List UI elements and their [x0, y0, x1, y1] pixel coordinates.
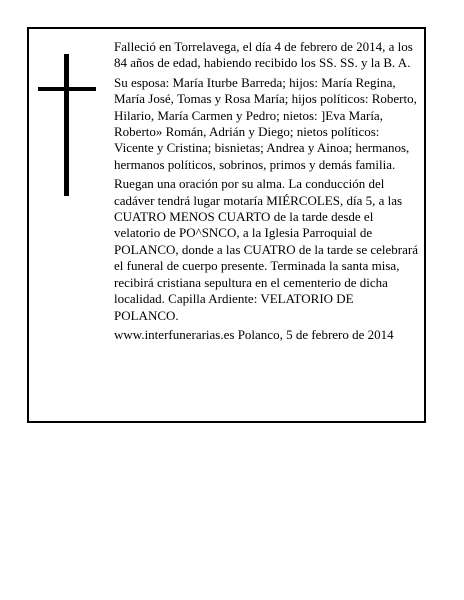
obituary-text: [114, 39, 418, 346]
cross-horizontal-bar: [38, 87, 96, 91]
family-list: Su esposa: María Iturbe Barreda; hijos: María Regina, María José, Tomas y Rosa María; hijos políticos: Roberto, Hilario, María Carmen y Pedro; nietos: ]Eva María, Roberto» Román, Adrián y Diego; nietos políticos: Vicente y Cristina; bisnietas; Andrea y Ainoa; hermanos, hermanos políticos, sobrinos, primos y demás familia.: [114, 74, 417, 172]
source-and-date: www.interfunerarias.es Polanco, 5 de febrero de 2014: [114, 326, 394, 342]
death-announcement: Falleció en Torrelavega, el día 4 de febrero de 2014, a los 84 años de edad, habiendo recibido los SS. SS. y la B. A.: [114, 39, 413, 71]
funeral-details: Ruegan una oración por su alma. La conducción del cadáver tendrá lugar motaría MIÉRCOLES, día 5, a las CUATRO MENOS CUARTO de la tarde desde el velatorio de PO^SNCO, a la Iglesia Parroquial de POLANCO, donde a las CUATRO de la tarde se celebrará el funeral de cuerpo presente. Terminada la santa misa, recibirá cristiana sepultura en el cementerio de dicha localidad. Capilla Ardiente: VELATORIO DE POLANCO.: [114, 176, 418, 323]
cross-vertical-bar: [64, 54, 69, 196]
cross-icon: [38, 54, 98, 196]
